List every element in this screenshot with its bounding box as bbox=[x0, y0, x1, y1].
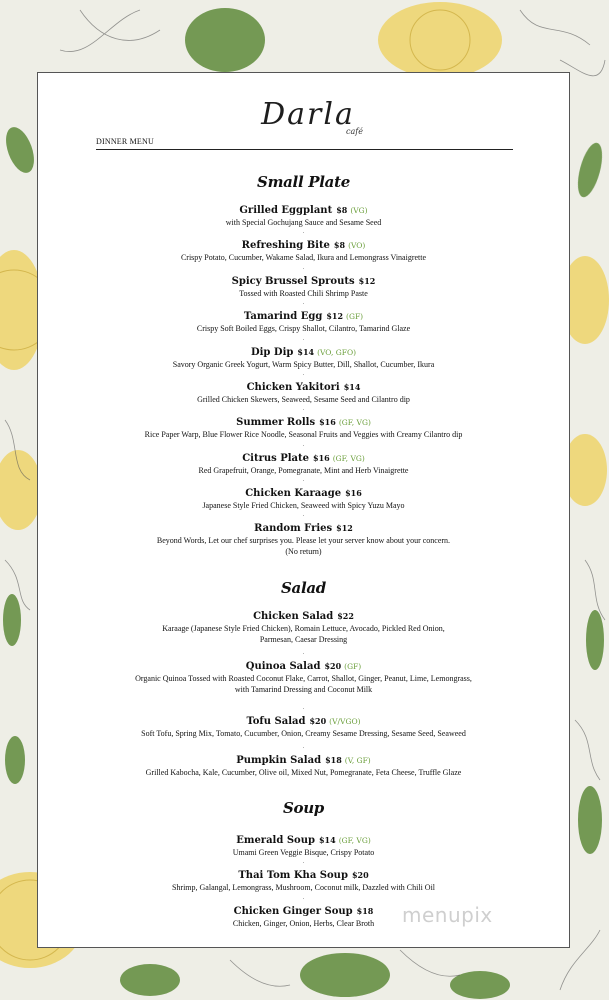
menu-item-description: Umami Green Veggie Bisque, Crispy Potato bbox=[232, 848, 375, 857]
item-separator-dot: · bbox=[302, 860, 305, 867]
menu-item-description: Savory Organic Greek Yogurt, Warm Spicy Butter, Dill, Shallot, Cucumber, Ikura bbox=[172, 360, 435, 369]
logo-text: Darla bbox=[261, 97, 355, 132]
menu-item-name: Summer Rolls bbox=[236, 417, 316, 428]
menu-item-description: Crispy Soft Boiled Eggs, Crispy Shallot, Cilantro, Tamarind Glaze bbox=[196, 324, 411, 333]
menu-item-header bbox=[38, 416, 569, 429]
menu-item-header bbox=[38, 452, 569, 465]
menu-item-header bbox=[38, 754, 569, 767]
menu-item-price: $12 bbox=[326, 311, 344, 321]
menu-item-price: $22 bbox=[337, 611, 354, 621]
menu-item-dietary-tags: (GF, VG) bbox=[338, 836, 371, 845]
item-separator-dot: · bbox=[302, 513, 305, 520]
menu-item bbox=[38, 381, 569, 405]
menu-item-price: $12 bbox=[336, 523, 353, 533]
menu-item-price: $14 bbox=[318, 835, 336, 845]
menu-item-header bbox=[38, 381, 569, 394]
item-separator-dot: · bbox=[302, 301, 305, 308]
section-title: Salad bbox=[281, 579, 326, 597]
menu-item-description: Karaage (Japanese Style Fried Chicken), Romain Lettuce, Avocado, Pickled Red Onion, bbox=[162, 624, 445, 633]
item-separator-dot: · bbox=[302, 407, 305, 414]
menu-item-dietary-tags: (GF, VG) bbox=[332, 454, 365, 463]
menu-item bbox=[38, 754, 569, 778]
menu-item bbox=[38, 715, 569, 739]
menu-item-header bbox=[38, 610, 569, 623]
item-separator-dot: · bbox=[302, 706, 305, 713]
menu-item-name: Refreshing Bite bbox=[241, 240, 330, 251]
menu-item-dietary-tags: (GF) bbox=[346, 312, 364, 321]
menu-item-description: Tossed with Roasted Chili Shrimp Paste bbox=[239, 289, 368, 298]
menu-item-name: Quinoa Salad bbox=[245, 661, 321, 672]
menu-item-name: Chicken Ginger Soup bbox=[233, 906, 353, 917]
menu-item-name: Grilled Eggplant bbox=[239, 205, 333, 216]
menu-item-name: Chicken Salad bbox=[253, 611, 334, 622]
item-separator-dot: · bbox=[302, 266, 305, 273]
menu-item-name: Spicy Brussel Sprouts bbox=[231, 276, 355, 287]
menu-item-name: Chicken Yakitori bbox=[246, 382, 340, 393]
menu-item-dietary-tags: (V, GF) bbox=[344, 756, 371, 765]
menu-item-dietary-tags: (GF) bbox=[344, 662, 362, 671]
menu-item bbox=[38, 204, 569, 228]
menu-item bbox=[38, 452, 569, 476]
menu-item bbox=[38, 487, 569, 511]
menu-item-description: Crispy Potato, Cucumber, Wakame Salad, Ikura and Lemongrass Vinaigrette bbox=[180, 253, 427, 262]
menu-item-price: $16 bbox=[313, 453, 330, 463]
menu-item bbox=[38, 610, 569, 645]
menu-item bbox=[38, 416, 569, 440]
menu-item bbox=[38, 522, 569, 557]
item-separator-dot: · bbox=[302, 651, 305, 658]
menu-item-header bbox=[38, 239, 569, 252]
watermark: menupix bbox=[402, 903, 493, 927]
menu-item-dietary-tags: (VG) bbox=[350, 206, 368, 215]
menu-item-description: Beyond Words, Let our chef surprises you. Please let your server know about your concern. bbox=[156, 536, 451, 545]
menu-item bbox=[38, 346, 569, 370]
logo-subtext: café bbox=[346, 127, 363, 136]
menu-item-header bbox=[38, 346, 569, 359]
menu-item-price: $14 bbox=[343, 382, 361, 392]
menu-label: DINNER MENU bbox=[96, 137, 154, 146]
menu-item-dietary-tags: (VO) bbox=[348, 241, 366, 250]
item-separator-dot: · bbox=[302, 372, 305, 379]
menu-item-description: Rice Paper Warp, Blue Flower Rice Noodle, Seasonal Fruits and Veggies with Creamy Cilantro dip bbox=[144, 430, 463, 439]
menu-item-name: Dip Dip bbox=[250, 347, 294, 358]
lemon-illustration bbox=[378, 2, 502, 78]
header-divider bbox=[96, 149, 513, 150]
menu-item-description: Japanese Style Fried Chicken, Seaweed with Spicy Yuzu Mayo bbox=[202, 501, 405, 510]
menu-item-dietary-tags: (VO, GFO) bbox=[317, 348, 357, 357]
menu-item-header bbox=[38, 204, 569, 217]
menu-item-header bbox=[38, 715, 569, 728]
menu-item-description: with Tamarind Dressing and Coconut Milk bbox=[234, 685, 373, 694]
menu-item-header bbox=[38, 834, 569, 847]
menu-item bbox=[38, 834, 569, 858]
menu-item-price: $14 bbox=[297, 347, 315, 357]
section-title: Soup bbox=[282, 799, 325, 817]
menu-item-name: Pumpkin Salad bbox=[236, 755, 322, 766]
menu-sheet bbox=[37, 72, 570, 948]
menu-item-description: Soft Tofu, Spring Mix, Tomato, Cucumber, Onion, Creamy Sesame Dressing, Sesame Seed, Seaweed bbox=[141, 729, 466, 738]
menu-item-header bbox=[38, 660, 569, 673]
menu-item-price: $8 bbox=[336, 205, 348, 215]
menu-item-header bbox=[38, 310, 569, 323]
menu-item-description: Shrimp, Galangal, Lemongrass, Mushroom, Coconut milk, Dazzled with Chili Oil bbox=[171, 883, 436, 892]
menu-item bbox=[38, 239, 569, 263]
menu-item-dietary-tags: (V/VGO) bbox=[329, 717, 361, 726]
menu-item-price: $16 bbox=[345, 488, 362, 498]
menu-item-description: (No return) bbox=[285, 547, 322, 556]
menu-item bbox=[38, 275, 569, 299]
menu-item-description: Grilled Chicken Skewers, Seaweed, Sesame Seed and Cilantro dip bbox=[197, 395, 410, 404]
item-separator-dot: · bbox=[302, 478, 305, 485]
menu-item-description: with Special Gochujang Sauce and Sesame Seed bbox=[225, 218, 382, 227]
menu-item-description: Organic Quinoa Tossed with Roasted Coconut Flake, Carrot, Shallot, Ginger, Peanut, Lime, Lemongrass, bbox=[135, 674, 472, 683]
menu-item-name: Chicken Karaage bbox=[245, 488, 342, 499]
menu-item-name: Tofu Salad bbox=[246, 716, 306, 727]
item-separator-dot: · bbox=[302, 745, 305, 752]
menu-item-price: $20 bbox=[351, 870, 369, 880]
menu-item bbox=[38, 660, 569, 695]
menu-item-name: Thai Tom Kha Soup bbox=[238, 870, 348, 881]
menu-item-header bbox=[38, 275, 569, 288]
menu-item-header bbox=[38, 522, 569, 535]
menu-item-dietary-tags: (GF, VG) bbox=[338, 418, 371, 427]
menu-item-name: Emerald Soup bbox=[236, 835, 315, 846]
menu-item-price: $8 bbox=[333, 240, 346, 250]
item-separator-dot: · bbox=[302, 443, 305, 450]
menu-item-price: $18 bbox=[356, 906, 374, 916]
menu-item-price: $16 bbox=[319, 417, 336, 427]
menu-item-name: Tamarind Egg bbox=[243, 311, 323, 322]
menu-item-price: $20 bbox=[309, 716, 327, 726]
menu-item-name: Citrus Plate bbox=[242, 453, 310, 464]
menu-item bbox=[38, 869, 569, 893]
menu-item-header bbox=[38, 487, 569, 500]
darla-logo bbox=[243, 97, 373, 141]
item-separator-dot: · bbox=[302, 230, 305, 237]
menu-item-header bbox=[38, 869, 569, 882]
menu-item bbox=[38, 310, 569, 334]
item-separator-dot: · bbox=[302, 337, 305, 344]
menu-item-description: Parmesan, Caesar Dressing bbox=[259, 635, 348, 644]
menu-item-description: Red Grapefruit, Orange, Pomegranate, Mint and Herb Vinaigrette bbox=[198, 466, 409, 475]
herb-cluster-illustration bbox=[185, 8, 265, 72]
menu-item-price: $12 bbox=[358, 276, 376, 286]
menu-item-price: $20 bbox=[324, 661, 342, 671]
item-separator-dot: · bbox=[302, 896, 305, 903]
menu-item-price: $18 bbox=[325, 755, 342, 765]
menu-item-name: Random Fries bbox=[254, 523, 333, 534]
menu-item-description: Chicken, Ginger, Onion, Herbs, Clear Broth bbox=[232, 919, 375, 928]
section-title: Small Plate bbox=[257, 173, 350, 191]
menu-item-description: Grilled Kabocha, Kale, Cucumber, Olive oil, Mixed Nut, Pomegranate, Feta Cheese, Truffle Glaze bbox=[145, 768, 462, 777]
